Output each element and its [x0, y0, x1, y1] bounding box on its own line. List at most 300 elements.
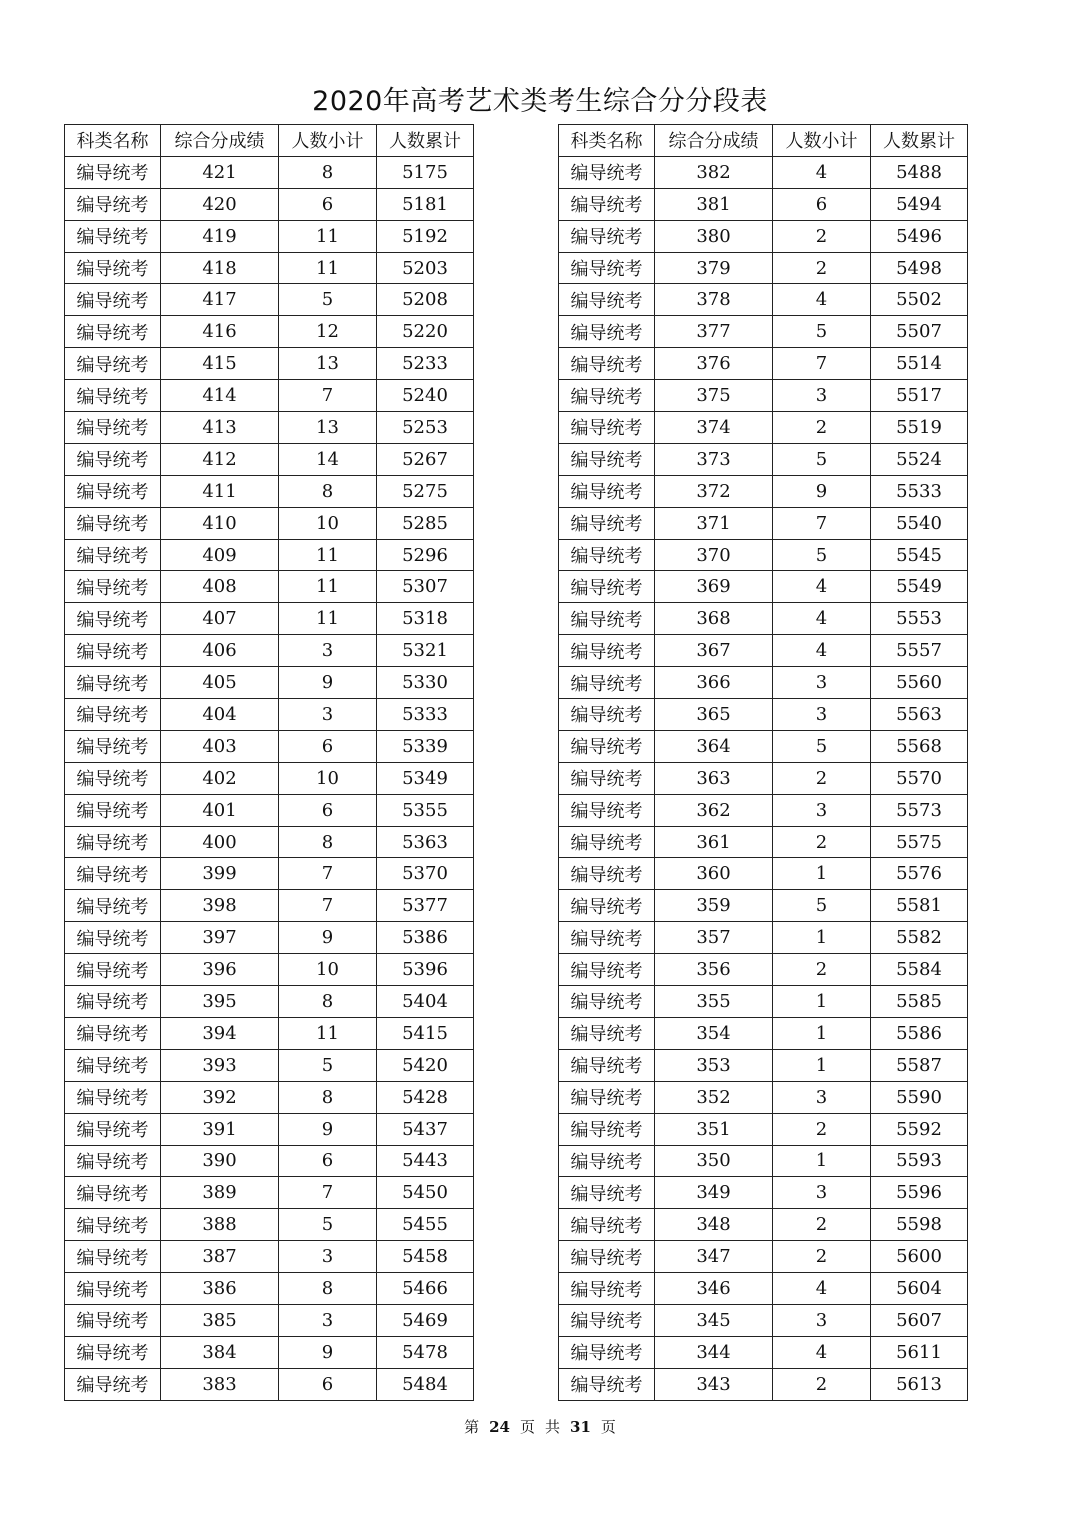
- cell-category: 编导统考: [65, 1336, 161, 1368]
- cell-category: 编导统考: [559, 699, 655, 731]
- cell-count: 13: [279, 348, 377, 380]
- cell-score: 372: [655, 475, 773, 507]
- header-score: 综合分成绩: [655, 125, 773, 157]
- cell-category: 编导统考: [65, 986, 161, 1018]
- cell-cumulative: 5175: [377, 156, 474, 188]
- cell-category: 编导统考: [559, 1017, 655, 1049]
- cell-category: 编导统考: [559, 986, 655, 1018]
- cell-cumulative: 5455: [377, 1209, 474, 1241]
- cell-score: 395: [161, 986, 279, 1018]
- cell-cumulative: 5587: [871, 1049, 968, 1081]
- cell-score: 360: [655, 858, 773, 890]
- cell-count: 5: [279, 284, 377, 316]
- cell-category: 编导统考: [65, 412, 161, 444]
- cell-score: 388: [161, 1209, 279, 1241]
- table-row: [65, 380, 474, 412]
- cell-score: 406: [161, 635, 279, 667]
- cell-score: 413: [161, 412, 279, 444]
- cell-category: 编导统考: [65, 1241, 161, 1273]
- cell-cumulative: 5563: [871, 699, 968, 731]
- cell-cumulative: 5458: [377, 1241, 474, 1273]
- cell-score: 352: [655, 1081, 773, 1113]
- cell-category: 编导统考: [65, 475, 161, 507]
- cell-category: 编导统考: [65, 1273, 161, 1305]
- cell-count: 8: [279, 1273, 377, 1305]
- cell-score: 375: [655, 380, 773, 412]
- cell-count: 10: [279, 507, 377, 539]
- cell-score: 383: [161, 1368, 279, 1400]
- cell-score: 404: [161, 699, 279, 731]
- cell-cumulative: 5396: [377, 954, 474, 986]
- table-row: [559, 1081, 968, 1113]
- cell-count: 7: [279, 858, 377, 890]
- cell-score: 398: [161, 890, 279, 922]
- table-row: [559, 252, 968, 284]
- footer-total-pages: 31: [570, 1418, 591, 1436]
- cell-category: 编导统考: [559, 348, 655, 380]
- cell-cumulative: 5496: [871, 220, 968, 252]
- cell-count: 2: [773, 1241, 871, 1273]
- cell-category: 编导统考: [559, 826, 655, 858]
- cell-category: 编导统考: [65, 1017, 161, 1049]
- cell-category: 编导统考: [65, 188, 161, 220]
- cell-cumulative: 5584: [871, 954, 968, 986]
- cell-count: 3: [773, 380, 871, 412]
- cell-cumulative: 5484: [377, 1368, 474, 1400]
- cell-cumulative: 5533: [871, 475, 968, 507]
- cell-count: 9: [773, 475, 871, 507]
- cell-category: 编导统考: [559, 1081, 655, 1113]
- cell-count: 9: [279, 667, 377, 699]
- cell-category: 编导统考: [65, 443, 161, 475]
- table-row: [559, 380, 968, 412]
- cell-category: 编导统考: [559, 1241, 655, 1273]
- cell-cumulative: 5549: [871, 571, 968, 603]
- cell-count: 5: [773, 890, 871, 922]
- cell-score: 421: [161, 156, 279, 188]
- cell-score: 374: [655, 412, 773, 444]
- table-row: [65, 412, 474, 444]
- cell-count: 6: [279, 730, 377, 762]
- cell-count: 1: [773, 1049, 871, 1081]
- cell-category: 编导统考: [559, 1177, 655, 1209]
- table-row: [559, 858, 968, 890]
- cell-score: 399: [161, 858, 279, 890]
- cell-score: 387: [161, 1241, 279, 1273]
- header-count: 人数小计: [773, 125, 871, 157]
- cell-score: 411: [161, 475, 279, 507]
- cell-cumulative: 5339: [377, 730, 474, 762]
- cell-score: 385: [161, 1304, 279, 1336]
- table-row: [65, 699, 474, 731]
- cell-score: 403: [161, 730, 279, 762]
- cell-score: 356: [655, 954, 773, 986]
- cell-score: 382: [655, 156, 773, 188]
- cell-score: 410: [161, 507, 279, 539]
- cell-cumulative: 5377: [377, 890, 474, 922]
- cell-score: 414: [161, 380, 279, 412]
- cell-category: 编导统考: [65, 794, 161, 826]
- footer-suffix: 页: [600, 1418, 616, 1436]
- table-row: [65, 348, 474, 380]
- cell-cumulative: 5307: [377, 571, 474, 603]
- cell-count: 8: [279, 475, 377, 507]
- footer-current-page: 24: [489, 1418, 510, 1436]
- cell-score: 417: [161, 284, 279, 316]
- table-body-right: [559, 156, 968, 1400]
- table-row: [65, 1017, 474, 1049]
- table-row: [559, 922, 968, 954]
- cell-category: 编导统考: [65, 922, 161, 954]
- table-row: [65, 1241, 474, 1273]
- table-row: [559, 156, 968, 188]
- cell-score: 392: [161, 1081, 279, 1113]
- cell-category: 编导统考: [559, 762, 655, 794]
- cell-cumulative: 5540: [871, 507, 968, 539]
- cell-category: 编导统考: [65, 667, 161, 699]
- table-row: [65, 507, 474, 539]
- score-table-right: [558, 124, 968, 1401]
- cell-score: 416: [161, 316, 279, 348]
- cell-cumulative: 5613: [871, 1368, 968, 1400]
- cell-count: 1: [773, 1145, 871, 1177]
- cell-count: 1: [773, 1017, 871, 1049]
- cell-score: 381: [655, 188, 773, 220]
- table-row: [65, 826, 474, 858]
- table-row: [559, 826, 968, 858]
- cell-score: 396: [161, 954, 279, 986]
- cell-category: 编导统考: [559, 252, 655, 284]
- cell-count: 7: [773, 507, 871, 539]
- table-row: [559, 635, 968, 667]
- cell-cumulative: 5517: [871, 380, 968, 412]
- cell-count: 3: [773, 699, 871, 731]
- table-row: [559, 539, 968, 571]
- cell-count: 2: [773, 762, 871, 794]
- cell-count: 3: [773, 667, 871, 699]
- cell-score: 371: [655, 507, 773, 539]
- cell-score: 400: [161, 826, 279, 858]
- cell-cumulative: 5466: [377, 1273, 474, 1305]
- table-row: [559, 603, 968, 635]
- cell-count: 13: [279, 412, 377, 444]
- cell-score: 420: [161, 188, 279, 220]
- table-row: [559, 890, 968, 922]
- cell-count: 3: [773, 1177, 871, 1209]
- table-row: [65, 1336, 474, 1368]
- table-header-row: [65, 125, 474, 157]
- cell-cumulative: 5576: [871, 858, 968, 890]
- table-row: [65, 284, 474, 316]
- cell-score: 384: [161, 1336, 279, 1368]
- table-row: [65, 858, 474, 890]
- table-row: [65, 922, 474, 954]
- cell-category: 编导统考: [65, 1081, 161, 1113]
- cell-cumulative: 5519: [871, 412, 968, 444]
- cell-category: 编导统考: [559, 284, 655, 316]
- table-row: [559, 188, 968, 220]
- cell-category: 编导统考: [559, 1209, 655, 1241]
- cell-count: 2: [773, 1209, 871, 1241]
- table-row: [65, 1081, 474, 1113]
- table-row: [65, 156, 474, 188]
- cell-cumulative: 5321: [377, 635, 474, 667]
- table-row: [65, 794, 474, 826]
- cell-cumulative: 5592: [871, 1113, 968, 1145]
- cell-category: 编导统考: [559, 1049, 655, 1081]
- cell-category: 编导统考: [559, 667, 655, 699]
- cell-category: 编导统考: [65, 571, 161, 603]
- cell-count: 7: [279, 890, 377, 922]
- cell-cumulative: 5557: [871, 635, 968, 667]
- footer-prefix: 第: [464, 1418, 480, 1436]
- cell-count: 3: [279, 699, 377, 731]
- cell-category: 编导统考: [65, 1113, 161, 1145]
- cell-count: 6: [279, 794, 377, 826]
- cell-score: 343: [655, 1368, 773, 1400]
- cell-score: 368: [655, 603, 773, 635]
- cell-count: 7: [773, 348, 871, 380]
- cell-count: 6: [279, 1368, 377, 1400]
- cell-cumulative: 5386: [377, 922, 474, 954]
- cell-score: 405: [161, 667, 279, 699]
- cell-count: 14: [279, 443, 377, 475]
- cell-count: 7: [279, 380, 377, 412]
- cell-count: 4: [773, 1273, 871, 1305]
- cell-count: 6: [279, 188, 377, 220]
- cell-cumulative: 5318: [377, 603, 474, 635]
- cell-category: 编导统考: [65, 635, 161, 667]
- cell-cumulative: 5267: [377, 443, 474, 475]
- cell-score: 348: [655, 1209, 773, 1241]
- cell-category: 编导统考: [559, 635, 655, 667]
- cell-count: 2: [773, 1368, 871, 1400]
- cell-score: 397: [161, 922, 279, 954]
- table-row: [559, 284, 968, 316]
- table-row: [65, 890, 474, 922]
- cell-category: 编导统考: [65, 252, 161, 284]
- cell-category: 编导统考: [559, 507, 655, 539]
- cell-count: 12: [279, 316, 377, 348]
- table-row: [559, 1273, 968, 1305]
- cell-score: 359: [655, 890, 773, 922]
- cell-cumulative: 5296: [377, 539, 474, 571]
- cell-cumulative: 5604: [871, 1273, 968, 1305]
- header-category: 科类名称: [65, 125, 161, 157]
- table-row: [65, 1145, 474, 1177]
- table-row: [65, 635, 474, 667]
- cell-cumulative: 5507: [871, 316, 968, 348]
- cell-count: 2: [773, 1113, 871, 1145]
- cell-count: 1: [773, 858, 871, 890]
- cell-score: 365: [655, 699, 773, 731]
- cell-score: 409: [161, 539, 279, 571]
- cell-cumulative: 5553: [871, 603, 968, 635]
- cell-category: 编导统考: [559, 412, 655, 444]
- table-row: [559, 1017, 968, 1049]
- cell-cumulative: 5596: [871, 1177, 968, 1209]
- cell-score: 349: [655, 1177, 773, 1209]
- cell-score: 353: [655, 1049, 773, 1081]
- cell-cumulative: 5607: [871, 1304, 968, 1336]
- cell-category: 编导统考: [65, 1209, 161, 1241]
- cell-score: 408: [161, 571, 279, 603]
- cell-count: 11: [279, 1017, 377, 1049]
- cell-category: 编导统考: [559, 220, 655, 252]
- cell-count: 8: [279, 826, 377, 858]
- score-table-left: [64, 124, 474, 1401]
- cell-cumulative: 5253: [377, 412, 474, 444]
- cell-count: 5: [773, 730, 871, 762]
- cell-cumulative: 5478: [377, 1336, 474, 1368]
- cell-category: 编导统考: [65, 1368, 161, 1400]
- cell-cumulative: 5363: [377, 826, 474, 858]
- cell-cumulative: 5450: [377, 1177, 474, 1209]
- cell-category: 编导统考: [65, 220, 161, 252]
- cell-category: 编导统考: [65, 762, 161, 794]
- cell-cumulative: 5203: [377, 252, 474, 284]
- cell-category: 编导统考: [65, 890, 161, 922]
- cell-category: 编导统考: [559, 922, 655, 954]
- cell-count: 4: [773, 635, 871, 667]
- cell-score: 347: [655, 1241, 773, 1273]
- cell-category: 编导统考: [65, 1049, 161, 1081]
- cell-count: 10: [279, 762, 377, 794]
- cell-count: 2: [773, 954, 871, 986]
- cell-category: 编导统考: [65, 1177, 161, 1209]
- table-header-row: [559, 125, 968, 157]
- table-row: [65, 252, 474, 284]
- cell-cumulative: 5502: [871, 284, 968, 316]
- cell-category: 编导统考: [65, 507, 161, 539]
- cell-category: 编导统考: [559, 571, 655, 603]
- cell-score: 369: [655, 571, 773, 603]
- table-row: [559, 730, 968, 762]
- cell-score: 401: [161, 794, 279, 826]
- cell-count: 9: [279, 1113, 377, 1145]
- cell-score: 367: [655, 635, 773, 667]
- cell-category: 编导统考: [65, 1145, 161, 1177]
- cell-cumulative: 5233: [377, 348, 474, 380]
- cell-score: 362: [655, 794, 773, 826]
- table-row: [65, 443, 474, 475]
- cell-category: 编导统考: [559, 188, 655, 220]
- cell-score: 351: [655, 1113, 773, 1145]
- cell-score: 345: [655, 1304, 773, 1336]
- cell-category: 编导统考: [559, 1336, 655, 1368]
- cell-cumulative: 5575: [871, 826, 968, 858]
- table-row: [65, 603, 474, 635]
- cell-score: 344: [655, 1336, 773, 1368]
- cell-cumulative: 5498: [871, 252, 968, 284]
- page-footer: [0, 1416, 1080, 1438]
- cell-cumulative: 5560: [871, 667, 968, 699]
- cell-cumulative: 5585: [871, 986, 968, 1018]
- table-row: [559, 443, 968, 475]
- table-row: [559, 1049, 968, 1081]
- cell-count: 3: [773, 1081, 871, 1113]
- footer-page-word: 页: [519, 1418, 535, 1436]
- cell-cumulative: 5404: [377, 986, 474, 1018]
- cell-category: 编导统考: [559, 730, 655, 762]
- footer-total-word: 共: [545, 1418, 561, 1436]
- cell-score: 412: [161, 443, 279, 475]
- table-row: [65, 954, 474, 986]
- cell-score: 379: [655, 252, 773, 284]
- cell-category: 编导统考: [559, 858, 655, 890]
- table-row: [65, 1113, 474, 1145]
- cell-score: 361: [655, 826, 773, 858]
- cell-cumulative: 5590: [871, 1081, 968, 1113]
- cell-category: 编导统考: [65, 603, 161, 635]
- cell-count: 9: [279, 1336, 377, 1368]
- cell-count: 2: [773, 252, 871, 284]
- cell-category: 编导统考: [559, 603, 655, 635]
- cell-cumulative: 5437: [377, 1113, 474, 1145]
- table-row: [559, 954, 968, 986]
- cell-count: 5: [773, 316, 871, 348]
- cell-score: 386: [161, 1273, 279, 1305]
- header-cumulative: 人数累计: [377, 125, 474, 157]
- cell-category: 编导统考: [65, 284, 161, 316]
- cell-score: 373: [655, 443, 773, 475]
- cell-count: 1: [773, 986, 871, 1018]
- table-row: [559, 507, 968, 539]
- cell-score: 418: [161, 252, 279, 284]
- cell-count: 11: [279, 603, 377, 635]
- table-row: [559, 1368, 968, 1400]
- cell-cumulative: 5208: [377, 284, 474, 316]
- cell-score: 402: [161, 762, 279, 794]
- cell-category: 编导统考: [65, 826, 161, 858]
- cell-count: 8: [279, 156, 377, 188]
- table-row: [559, 1113, 968, 1145]
- cell-count: 11: [279, 571, 377, 603]
- cell-count: 10: [279, 954, 377, 986]
- table-row: [65, 475, 474, 507]
- cell-count: 6: [279, 1145, 377, 1177]
- cell-cumulative: 5220: [377, 316, 474, 348]
- table-row: [559, 699, 968, 731]
- cell-cumulative: 5494: [871, 188, 968, 220]
- cell-category: 编导统考: [65, 699, 161, 731]
- cell-count: 11: [279, 220, 377, 252]
- cell-category: 编导统考: [65, 1304, 161, 1336]
- cell-score: 419: [161, 220, 279, 252]
- cell-category: 编导统考: [559, 1368, 655, 1400]
- cell-count: 5: [773, 539, 871, 571]
- table-row: [559, 1145, 968, 1177]
- cell-score: 376: [655, 348, 773, 380]
- cell-cumulative: 5355: [377, 794, 474, 826]
- table-row: [65, 1177, 474, 1209]
- cell-cumulative: 5586: [871, 1017, 968, 1049]
- cell-category: 编导统考: [65, 954, 161, 986]
- cell-cumulative: 5285: [377, 507, 474, 539]
- cell-score: 354: [655, 1017, 773, 1049]
- cell-cumulative: 5428: [377, 1081, 474, 1113]
- cell-category: 编导统考: [559, 954, 655, 986]
- cell-score: 377: [655, 316, 773, 348]
- cell-score: 407: [161, 603, 279, 635]
- cell-category: 编导统考: [559, 1304, 655, 1336]
- cell-count: 2: [773, 412, 871, 444]
- table-row: [65, 986, 474, 1018]
- cell-score: 366: [655, 667, 773, 699]
- table-row: [65, 1209, 474, 1241]
- cell-category: 编导统考: [65, 539, 161, 571]
- table-row: [65, 220, 474, 252]
